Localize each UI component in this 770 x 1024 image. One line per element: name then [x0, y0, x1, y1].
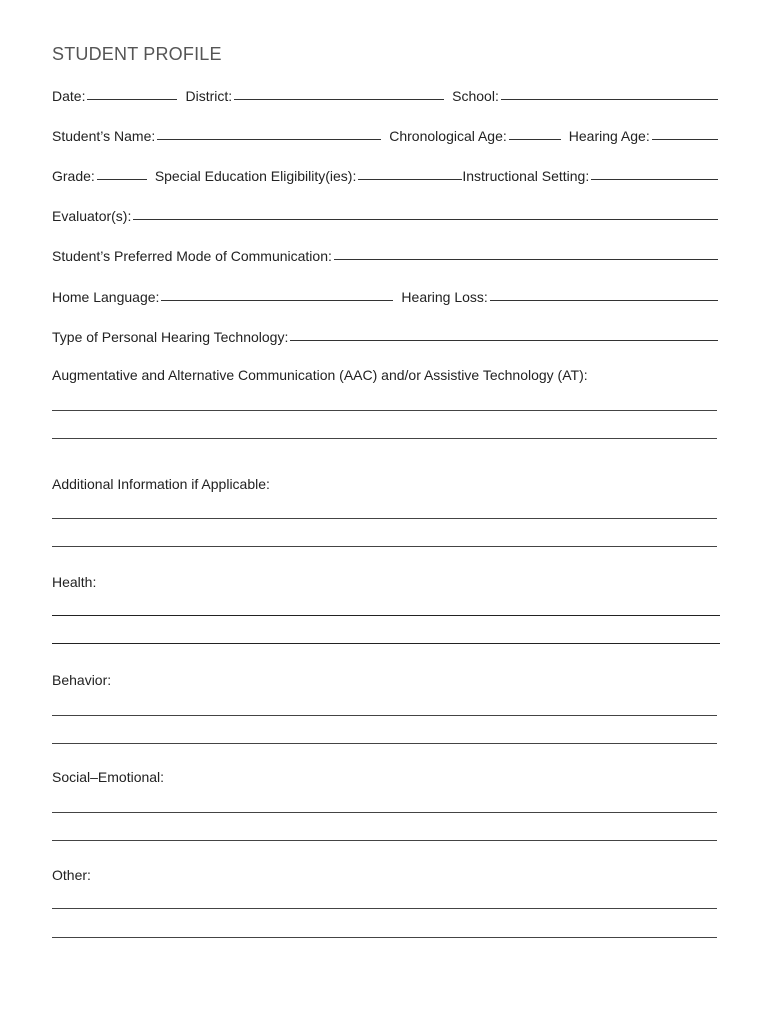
other-line-2[interactable] — [52, 937, 717, 938]
sped-eligibility-label: Special Education Eligibility(ies): — [154, 168, 357, 184]
date-field[interactable] — [87, 98, 177, 100]
hearing-loss-field[interactable] — [490, 299, 718, 301]
school-label: School: — [452, 88, 499, 104]
instructional-setting-label: Instructional Setting: — [462, 168, 590, 184]
behavior-label: Behavior: — [52, 672, 112, 688]
preferred-mode-field[interactable] — [334, 258, 718, 260]
grade-field[interactable] — [97, 178, 147, 180]
other-label: Other: — [52, 867, 91, 883]
row-date-district-school — [52, 84, 718, 104]
hearing-age-label: Hearing Age: — [568, 128, 650, 144]
aac-line-1[interactable] — [52, 410, 717, 411]
additional-line-1[interactable] — [52, 518, 717, 519]
hearing-loss-label: Hearing Loss: — [401, 289, 488, 305]
evaluators-field[interactable] — [133, 218, 718, 220]
instructional-setting-field[interactable] — [591, 178, 718, 180]
page-title: STUDENT PROFILE — [52, 44, 222, 64]
home-language-field[interactable] — [161, 299, 393, 301]
additional-line-2[interactable] — [52, 546, 717, 547]
student-name-label: Student’s Name: — [52, 128, 156, 144]
health-line-2[interactable] — [52, 643, 720, 644]
other-line-1[interactable] — [52, 908, 717, 909]
hearing-age-field[interactable] — [652, 138, 718, 140]
row-name-ages — [52, 124, 718, 144]
behavior-line-2[interactable] — [52, 743, 717, 744]
social-emotional-line-2[interactable] — [52, 840, 717, 841]
hearing-technology-label: Type of Personal Hearing Technology: — [52, 329, 289, 345]
aac-label: Augmentative and Alternative Communication (AAC) and/or Assistive Technology (AT): — [52, 367, 588, 383]
health-line-1[interactable] — [52, 615, 720, 616]
student-name-field[interactable] — [157, 138, 381, 140]
district-label: District: — [185, 88, 233, 104]
behavior-line-1[interactable] — [52, 715, 717, 716]
aac-line-2[interactable] — [52, 438, 717, 439]
grade-label: Grade: — [52, 168, 95, 184]
row-grade-eligibility-setting — [52, 164, 718, 184]
row-preferred-mode — [52, 244, 718, 264]
preferred-mode-label: Student’s Preferred Mode of Communication: — [52, 248, 332, 264]
sped-eligibility-field[interactable] — [358, 178, 462, 180]
row-evaluators — [52, 204, 718, 224]
additional-info-label: Additional Information if Applicable: — [52, 476, 270, 492]
home-language-label: Home Language: — [52, 289, 160, 305]
row-language-hearing-loss — [52, 285, 718, 305]
social-emotional-label: Social–Emotional: — [52, 769, 165, 785]
evaluators-label: Evaluator(s): — [52, 208, 132, 224]
school-field[interactable] — [501, 98, 718, 100]
hearing-technology-field[interactable] — [290, 339, 718, 341]
row-hearing-technology — [52, 325, 718, 345]
district-field[interactable] — [234, 98, 444, 100]
chronological-age-field[interactable] — [509, 138, 561, 140]
date-label: Date: — [52, 88, 86, 104]
social-emotional-line-1[interactable] — [52, 812, 717, 813]
health-label: Health: — [52, 574, 97, 590]
chronological-age-label: Chronological Age: — [389, 128, 507, 144]
